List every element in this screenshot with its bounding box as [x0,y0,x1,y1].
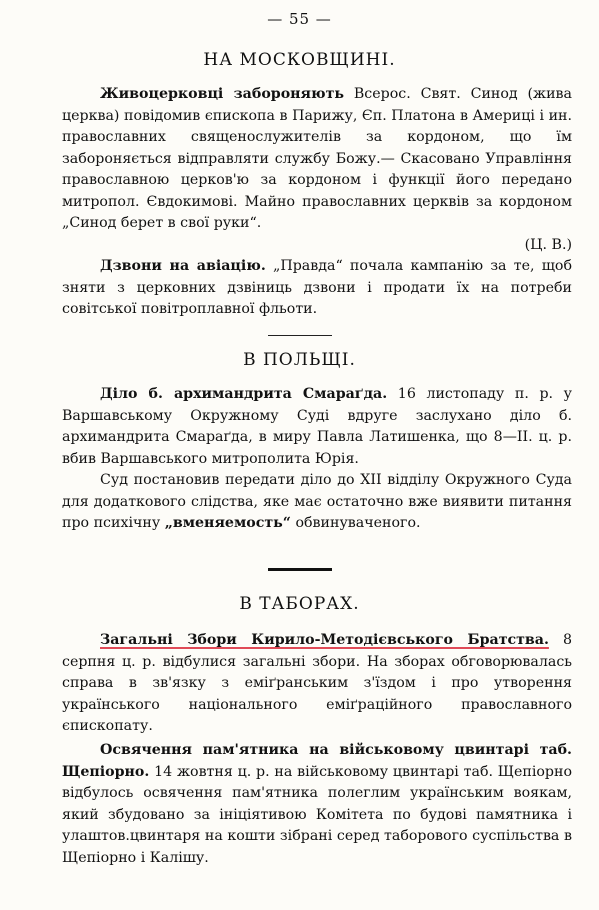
paragraph-text-monument-consecration: 14 жовтня ц. р. на військовому цвинтарі таб. Щепіорно відбулось освячення пам'ятника полеглим українським воякам, який збудовано за ініціятивою Комітета по будові памятника і улаштов.цвинтаря на кошти зібрані серед таборового суспільства в Щепіорно і Калішу. [62,763,572,866]
paragraph-smaragd-case [62,384,572,470]
page-number: — 55 — [267,10,332,28]
section-divider [268,335,332,336]
paragraph-monument-consecration [62,740,572,869]
section-heading-poland: В ПОЛЬЩІ. [243,350,356,370]
paragraph-court-decision [62,470,572,535]
paragraph-living-church [62,84,572,256]
section-heading-camps: В ТАБОРАХ. [239,594,360,614]
paragraph-bells-aviation [62,256,572,321]
paragraph-title-living-church: Живоцерковці забороняють [100,86,345,102]
paragraph-text-court-decision-b: обвинуваченого. [290,515,421,531]
paragraph-brotherhood-meeting [62,630,572,738]
source-citation: (Ц. В.) [524,236,572,253]
paragraph-text-brotherhood-meeting: 8 серпня ц. р. відбулися загальні збори. На зборах обговорювалась справа в зв'язку з еміґранським з'їздом і про утворення українського національного еміґраційного православного єпископату. [62,632,572,734]
paragraph-title-bells-aviation: Дзвони на авіацію. [100,258,266,274]
paragraph-title-smaragd-case: Діло б. архимандрита Смараґда. [100,386,388,402]
paragraph-text-living-church: Всерос. Свят. Синод (жива церква) повідомив єпископа в Парижу, Єп. Платона в Америці і ин. православних священослужителів за кордоном, що їм забороняється відправляти службу Божу.— Скасовано Управління православною церков'ю за кордоном і функції його передано митропол. Євдокимові. Майно православних церквів за кордоном „Синод берет в свої руки“. [62,86,572,231]
section-heading-moscow: НА МОСКОВЩИНІ. [203,50,396,70]
paragraph-title-monument-consecration: Освячення пам'ятника на військовому цвинтарі таб. Щепіорно. [62,742,572,780]
paragraph-text-bells-aviation: „Правда“ почала кампанію за те, щоб зняти з церковних дзвіниць дзвони і продати їх на потреби совітської повітроплавної фльоти. [62,258,572,317]
paragraph-title-brotherhood-meeting: Загальні Збори Кирило-Методієвського Братства. [100,632,549,648]
section-divider-thick [268,568,332,571]
paragraph-term-vmenyaemost: „вменяемость“ [164,515,291,531]
paragraph-text-smaragd-case: 16 листопаду п. р. у Варшавському Окружному Суді вдруге заслухано діло б. архимандрита Смараґда, в миру Павла Латишенка, що 8—ІІ. ц. р. вбив Варшавського митрополита Юрія. [62,386,573,467]
paragraph-text-court-decision-a: Суд постановив передати діло до XII відділу Окружного Суда для додаткового слідства, яке має остаточно вже виявити питання про психічну [62,472,572,531]
